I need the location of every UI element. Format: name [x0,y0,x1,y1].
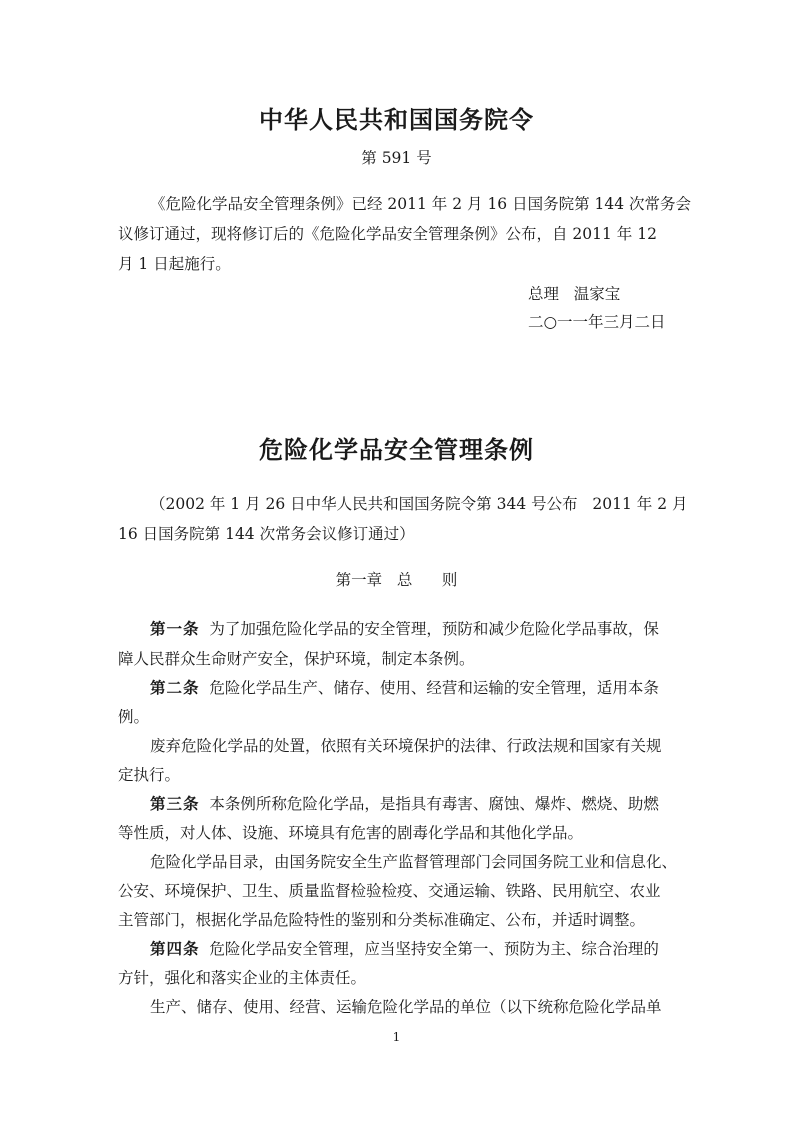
decree-date: 二○一一年三月二日 [528,313,666,331]
article-text-line: 公安、环境保护、卫生、质量监督检验检疫、交通运输、铁路、民用航空、农业 [118,882,661,900]
chapter-heading: 第一章 总 则 [335,571,458,589]
decree-text-line: 议修订通过，现将修订后的《危险化学品安全管理条例》公布，自 2011 年 12 [118,225,657,243]
article-text-line: 例。 [118,708,150,726]
article-text-line: 定执行。 [118,766,181,784]
regulation-note-line: （2002 年 1 月 26 日中华人民共和国国务院令第 344 号公布 2011 年 2 月 [150,495,688,513]
article-label: 第三条 [150,795,200,813]
article-3 [150,792,690,814]
article-label: 第二条 [150,679,200,697]
article-text-line: 主管部门，根据化学品危险特性的鉴别和分类标准确定、公布，并适时调整。 [118,911,646,929]
article-text-line: 方针，强化和落实企业的主体责任。 [118,969,367,987]
article-text: 危险化学品安全管理，应当坚持安全第一、预防为主、综合治理的 [199,940,659,958]
article-text-line: 废弃危险化学品的处置，依照有关环境保护的法律、行政法规和国家有关规 [150,737,662,755]
decree-text-line: 《危险化学品安全管理条例》已经 2011 年 2 月 16 日国务院第 144 次常务会 [150,195,692,213]
regulation-note-line: 16 日国务院第 144 次常务会议修订通过） [118,525,415,543]
article-text-line: 生产、储存、使用、经营、运输危险化学品的单位（以下统称危险化学品单 [150,998,662,1016]
article-4 [150,937,690,959]
page-number: 1 [392,1030,401,1044]
article-text-line: 障人民群众生命财产安全，保护环境，制定本条例。 [118,650,475,668]
decree-text-line: 月 1 日起施行。 [118,255,231,273]
decree-number: 第 591 号 [361,149,432,167]
article-2 [150,676,690,698]
decree-title: 中华人民共和国国务院令 [259,106,534,134]
article-text-line: 等性质，对人体、设施、环境具有危害的剧毒化学品和其他化学品。 [118,824,584,842]
article-text: 为了加强危险化学品的安全管理，预防和减少危险化学品事故，保 [199,620,659,638]
article-text: 危险化学品生产、储存、使用、经营和运输的安全管理，适用本条 [199,679,659,697]
decree-signer: 总理 温家宝 [528,285,621,303]
article-label: 第四条 [150,940,200,958]
regulation-title: 危险化学品安全管理条例 [259,436,534,464]
article-1 [150,617,690,639]
article-text-line: 危险化学品目录，由国务院安全生产监督管理部门会同国务院工业和信息化、 [150,853,678,871]
article-text: 本条例所称危险化学品，是指具有毒害、腐蚀、爆炸、燃烧、助燃 [199,795,659,813]
article-label: 第一条 [150,620,200,638]
